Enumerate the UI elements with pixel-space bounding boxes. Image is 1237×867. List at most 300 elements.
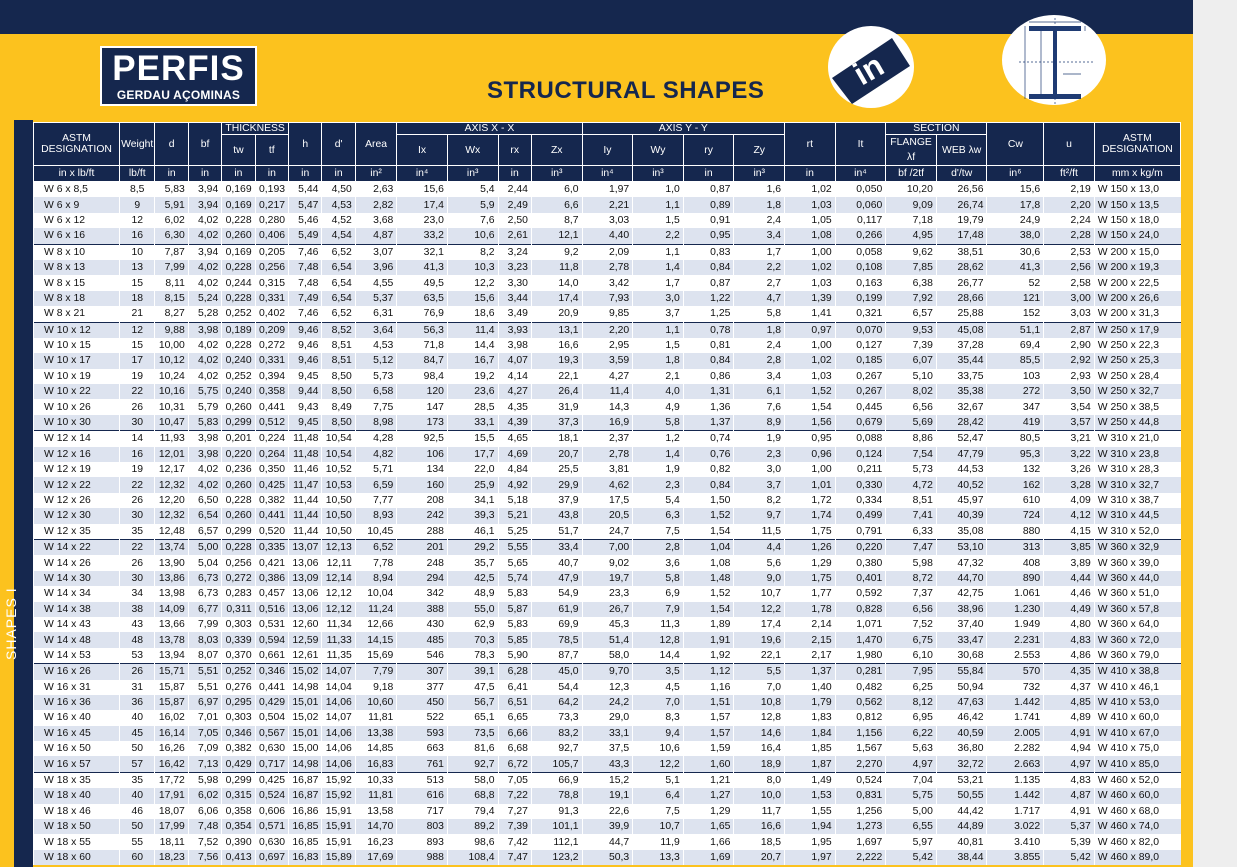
table-cell: 17,4	[734, 617, 785, 632]
table-cell: 7,00	[582, 539, 633, 555]
table-cell: 15,89	[322, 850, 355, 865]
table-cell: 4,97	[886, 756, 937, 772]
table-cell: 35,38	[936, 384, 987, 399]
table-cell: 4,72	[886, 477, 937, 492]
table-cell: 7,56	[188, 850, 221, 865]
table-cell: W 460 x 68,0	[1094, 804, 1180, 819]
header-text: DESIGNATION	[1101, 144, 1173, 155]
table-cell: 3,59	[582, 353, 633, 368]
table-cell: 9,45	[289, 415, 322, 431]
table-cell: 5,04	[188, 555, 221, 570]
table-cell: 9,85	[582, 306, 633, 322]
table-cell: 5,85	[498, 632, 531, 647]
table-cell: 0,630	[255, 741, 288, 756]
table-cell: 0,812	[835, 710, 886, 725]
table-cell: 33,1	[447, 415, 498, 431]
table-cell: W 16 x 40	[34, 710, 120, 725]
table-cell: 4,44	[1044, 571, 1095, 586]
table-cell: 0,260	[222, 508, 255, 523]
table-cell: 121	[987, 291, 1044, 306]
table-cell: 12,17	[155, 462, 188, 477]
table-cell: 10,45	[355, 524, 397, 540]
table-cell: 17	[120, 353, 155, 368]
table-cell: 76,9	[397, 306, 448, 322]
unit-wy: in³	[633, 166, 684, 182]
table-cell: 1,273	[835, 819, 886, 834]
table-cell: 69,4	[987, 338, 1044, 353]
table-cell: 26	[120, 664, 155, 680]
col-header-u: u	[1044, 123, 1095, 166]
table-cell: 7,05	[188, 726, 221, 741]
table-cell: W 360 x 64,0	[1094, 617, 1180, 632]
table-row	[34, 741, 1181, 756]
table-cell: W 18 x 55	[34, 834, 120, 849]
table-cell: 4,95	[886, 228, 937, 244]
table-cell: 53,10	[936, 539, 987, 555]
table-cell: 1,57	[683, 726, 734, 741]
table-cell: 5,42	[886, 850, 937, 865]
table-cell: 12,2	[734, 602, 785, 617]
table-cell: 6,73	[188, 571, 221, 586]
table-cell: 55	[120, 834, 155, 849]
table-cell: 513	[397, 772, 448, 788]
table-cell: 9,46	[289, 322, 322, 338]
table-cell: 4,02	[188, 353, 221, 368]
table-row	[34, 804, 1181, 819]
table-cell: 7,42	[498, 834, 531, 849]
table-cell: 4,46	[1044, 586, 1095, 601]
table-cell: 47,32	[936, 555, 987, 570]
table-cell: 2,95	[582, 338, 633, 353]
table-cell: 2.663	[987, 756, 1044, 772]
table-cell: 4,91	[1044, 804, 1095, 819]
table-cell: 0,382	[255, 493, 288, 508]
table-row	[34, 555, 1181, 570]
table-cell: 56,7	[447, 695, 498, 710]
table-cell: 0,679	[835, 415, 886, 431]
table-cell: 5,49	[289, 228, 322, 244]
table-cell: 4,82	[355, 447, 397, 462]
table-cell: 12,60	[289, 617, 322, 632]
table-body	[34, 182, 1181, 866]
table-cell: W 150 x 13,0	[1094, 182, 1180, 198]
table-cell: 14,15	[355, 632, 397, 647]
table-cell: W 16 x 36	[34, 695, 120, 710]
table-cell: 12,59	[289, 632, 322, 647]
table-cell: 6,02	[188, 788, 221, 803]
table-cell: 7,52	[886, 617, 937, 632]
table-cell: 7,13	[188, 756, 221, 772]
unit-d: in	[155, 166, 188, 182]
table-cell: 11,44	[289, 508, 322, 523]
table-cell: 11,35	[322, 648, 355, 664]
table-cell: 4,7	[734, 291, 785, 306]
table-cell: 6,02	[155, 213, 188, 228]
table-cell: W 8 x 15	[34, 275, 120, 290]
table-cell: 11,34	[322, 617, 355, 632]
table-cell: 0,124	[835, 447, 886, 462]
table-row	[34, 602, 1181, 617]
table-cell: 8,07	[188, 648, 221, 664]
table-cell: 8,93	[355, 508, 397, 523]
table-cell: 3,64	[355, 322, 397, 338]
unit-iy: in⁴	[582, 166, 633, 182]
table-cell: 14,3	[582, 399, 633, 414]
unit-metric: mm x kg/m	[1094, 166, 1180, 182]
table-cell: 26,7	[582, 602, 633, 617]
table-cell: 10,6	[633, 741, 684, 756]
table-cell: 3,85	[1044, 539, 1095, 555]
table-cell: 14,06	[322, 756, 355, 772]
table-cell: W 16 x 50	[34, 741, 120, 756]
table-cell: 0,81	[683, 338, 734, 353]
table-cell: 0,520	[255, 524, 288, 540]
table-cell: 11,47	[289, 477, 322, 492]
table-cell: 0,358	[255, 384, 288, 399]
table-cell: 38,0	[987, 228, 1044, 244]
table-cell: 78,8	[531, 788, 582, 803]
table-cell: 0,311	[222, 602, 255, 617]
table-cell: 78,3	[447, 648, 498, 664]
table-cell: 1,75	[785, 524, 836, 540]
table-cell: 0,91	[683, 213, 734, 228]
table-cell: 13,09	[289, 571, 322, 586]
right-gutter	[1193, 0, 1237, 867]
table-cell: 0,95	[683, 228, 734, 244]
col-header-web: WEB λw	[936, 135, 987, 166]
table-row	[34, 275, 1181, 290]
table-cell: 45,3	[582, 617, 633, 632]
table-cell: 15,91	[322, 834, 355, 849]
table-cell: 5,51	[188, 664, 221, 680]
table-cell: 616	[397, 788, 448, 803]
table-cell: W 10 x 30	[34, 415, 120, 431]
table-cell: 3,89	[1044, 555, 1095, 570]
table-cell: 6,55	[886, 819, 937, 834]
table-cell: W 10 x 12	[34, 322, 120, 338]
table-cell: 1,02	[785, 260, 836, 275]
table-cell: 307	[397, 664, 448, 680]
table-cell: 430	[397, 617, 448, 632]
table-cell: 4,92	[498, 477, 531, 492]
table-cell: 4,65	[498, 431, 531, 447]
table-cell: 0,217	[255, 197, 288, 212]
table-cell: 0,791	[835, 524, 886, 540]
table-row	[34, 431, 1181, 447]
table-cell: 20,9	[531, 306, 582, 322]
table-cell: 40,39	[936, 508, 987, 523]
table-cell: 15,00	[289, 741, 322, 756]
table-cell: 18,6	[447, 306, 498, 322]
table-cell: 0,240	[222, 384, 255, 399]
table-cell: 1,37	[785, 664, 836, 680]
table-cell: 2,17	[785, 648, 836, 664]
table-cell: 3,7	[734, 477, 785, 492]
table-cell: 6,30	[155, 228, 188, 244]
table-cell: 0,84	[683, 353, 734, 368]
table-cell: 1.230	[987, 602, 1044, 617]
table-cell: 20,5	[582, 508, 633, 523]
table-cell: 242	[397, 508, 448, 523]
table-cell: 17,69	[355, 850, 397, 865]
table-cell: 101,1	[531, 819, 582, 834]
table-cell: 2.005	[987, 726, 1044, 741]
table-cell: 4,0	[633, 384, 684, 399]
table-cell: 38	[120, 602, 155, 617]
table-cell: 10,54	[322, 447, 355, 462]
table-cell: 6,52	[322, 306, 355, 322]
table-cell: W 410 x 60,0	[1094, 710, 1180, 725]
table-cell: 106	[397, 447, 448, 462]
table-cell: 5,98	[188, 772, 221, 788]
unit-tw: in	[222, 166, 255, 182]
table-cell: 0,267	[835, 369, 886, 384]
table-row	[34, 213, 1181, 228]
table-cell: W 150 x 24,0	[1094, 228, 1180, 244]
table-cell: 0,267	[835, 384, 886, 399]
table-cell: 10,50	[322, 508, 355, 523]
table-cell: W 12 x 35	[34, 524, 120, 540]
table-cell: 43	[120, 617, 155, 632]
table-cell: 84,7	[397, 353, 448, 368]
table-cell: 3,07	[355, 244, 397, 260]
table-cell: 25,9	[447, 477, 498, 492]
table-cell: W 310 x 21,0	[1094, 431, 1180, 447]
table-cell: 3,00	[1044, 291, 1095, 306]
table-cell: 6,57	[886, 306, 937, 322]
table-cell: W 10 x 15	[34, 338, 120, 353]
table-cell: 15	[120, 275, 155, 290]
table-cell: 1,01	[785, 477, 836, 492]
table-cell: 25,5	[531, 462, 582, 477]
table-cell: 3,28	[1044, 477, 1095, 492]
table-cell: 8,51	[322, 353, 355, 368]
table-cell: 0,228	[222, 260, 255, 275]
table-cell: 9,2	[531, 244, 582, 260]
table-cell: 7,77	[355, 493, 397, 508]
table-cell: 13	[120, 260, 155, 275]
unit-wx: in³	[447, 166, 498, 182]
group-header-section: SECTION	[886, 123, 987, 135]
table-cell: 0,060	[835, 197, 886, 212]
table-cell: 49,5	[397, 275, 448, 290]
table-cell: 2,3	[734, 447, 785, 462]
table-cell: 11,44	[289, 524, 322, 540]
table-cell: 4,28	[355, 431, 397, 447]
table-cell: 7,6	[447, 213, 498, 228]
table-cell: 485	[397, 632, 448, 647]
table-cell: 1,7	[734, 244, 785, 260]
table-cell: W 200 x 15,0	[1094, 244, 1180, 260]
table-cell: 7,99	[188, 617, 221, 632]
header-text: DESIGNATION	[41, 144, 112, 155]
table-cell: 10,7	[633, 819, 684, 834]
table-row	[34, 586, 1181, 601]
table-cell: 2,56	[1044, 260, 1095, 275]
table-cell: 2,90	[1044, 338, 1095, 353]
table-cell: 0,252	[222, 369, 255, 384]
table-cell: W 360 x 79,0	[1094, 648, 1180, 664]
table-cell: 7,27	[498, 804, 531, 819]
table-cell: 15,92	[322, 788, 355, 803]
table-cell: 2,61	[498, 228, 531, 244]
table-cell: 1,53	[785, 788, 836, 803]
table-cell: W 360 x 72,0	[1094, 632, 1180, 647]
table-cell: 16,83	[289, 850, 322, 865]
table-cell: W 310 x 44,5	[1094, 508, 1180, 523]
table-cell: 11,48	[289, 447, 322, 462]
table-cell: 33,2	[397, 228, 448, 244]
table-cell: 2,93	[1044, 369, 1095, 384]
table-cell: 6,07	[886, 353, 937, 368]
table-cell: 2,44	[498, 182, 531, 198]
table-cell: 9,46	[289, 353, 322, 368]
table-cell: 54,4	[531, 680, 582, 695]
col-header-h: h	[289, 123, 322, 166]
table-row	[34, 447, 1181, 462]
table-cell: W 14 x 34	[34, 586, 120, 601]
table-cell: 7,75	[355, 399, 397, 414]
table-cell: 50,55	[936, 788, 987, 803]
table-cell: 8,86	[886, 431, 937, 447]
table-cell: 132	[987, 462, 1044, 477]
table-cell: 2,63	[355, 182, 397, 198]
table-cell: W 200 x 31,3	[1094, 306, 1180, 322]
table-cell: 28,5	[447, 399, 498, 414]
table-cell: 4,62	[582, 477, 633, 492]
table-cell: 0,299	[222, 415, 255, 431]
table-cell: 9,46	[289, 338, 322, 353]
table-cell: 0,346	[222, 726, 255, 741]
table-cell: 13,06	[289, 555, 322, 570]
table-cell: 4,97	[1044, 756, 1095, 772]
table-cell: 0,331	[255, 353, 288, 368]
table-cell: 570	[987, 664, 1044, 680]
table-cell: 0,382	[222, 741, 255, 756]
table-cell: 1,27	[683, 788, 734, 803]
table-cell: 28,42	[936, 415, 987, 431]
table-cell: 18,1	[531, 431, 582, 447]
table-cell: 3,0	[633, 291, 684, 306]
table-cell: 3,81	[582, 462, 633, 477]
table-cell: 10,52	[322, 462, 355, 477]
table-cell: 0,058	[835, 244, 886, 260]
table-cell: 12,8	[633, 632, 684, 647]
table-cell: 11,3	[633, 617, 684, 632]
table-cell: 1,84	[785, 726, 836, 741]
table-cell: 8,9	[734, 415, 785, 431]
table-cell: 14,0	[531, 275, 582, 290]
table-cell: 14,06	[322, 726, 355, 741]
table-cell: 29,0	[582, 710, 633, 725]
table-cell: 7,79	[355, 664, 397, 680]
table-cell: W 16 x 31	[34, 680, 120, 695]
table-cell: 14	[120, 431, 155, 447]
table-cell: 15,6	[987, 182, 1044, 198]
table-cell: 1,4	[633, 447, 684, 462]
table-cell: 2.231	[987, 632, 1044, 647]
table-cell: 2,1	[633, 369, 684, 384]
table-cell: 12,8	[734, 710, 785, 725]
table-row	[34, 306, 1181, 322]
table-cell: 4,02	[188, 228, 221, 244]
table-cell: W 10 x 19	[34, 369, 120, 384]
table-cell: 22,1	[734, 648, 785, 664]
table-cell: 48	[120, 632, 155, 647]
table-cell: W 8 x 10	[34, 244, 120, 260]
col-header-ix: Ix	[397, 135, 448, 166]
table-cell: 0,562	[835, 695, 886, 710]
table-cell: 3,98	[188, 322, 221, 338]
table-cell: 890	[987, 571, 1044, 586]
table-cell: 1,91	[683, 632, 734, 647]
table-cell: 1,77	[785, 586, 836, 601]
table-cell: 0,661	[255, 648, 288, 664]
table-cell: 46,1	[447, 524, 498, 540]
table-cell: 6,59	[355, 477, 397, 492]
table-cell: 0,504	[255, 710, 288, 725]
table-cell: 4,02	[188, 213, 221, 228]
table-cell: 30,6	[987, 244, 1044, 260]
table-cell: 272	[987, 384, 1044, 399]
table-row	[34, 197, 1181, 212]
table-cell: 6,54	[322, 275, 355, 290]
table-cell: 0,280	[255, 213, 288, 228]
table-cell: W 8 x 18	[34, 291, 120, 306]
table-row	[34, 338, 1181, 353]
table-cell: 1,36	[683, 399, 734, 414]
table-cell: 893	[397, 834, 448, 849]
table-cell: 1,1	[633, 197, 684, 212]
col-header-it: It	[835, 123, 886, 166]
table-cell: W 18 x 50	[34, 819, 120, 834]
table-cell: 44,89	[936, 819, 987, 834]
table-cell: 14,04	[322, 680, 355, 695]
table-cell: 0,380	[835, 555, 886, 570]
table-cell: 31	[120, 680, 155, 695]
table-cell: 0,386	[255, 571, 288, 586]
group-header-axis-y: AXIS Y - Y	[582, 123, 784, 135]
unit-badge-icon	[826, 24, 916, 110]
table-cell: 11,44	[289, 493, 322, 508]
table-cell: 0,228	[222, 493, 255, 508]
table-cell: 5,87	[498, 602, 531, 617]
table-cell: 1,50	[683, 493, 734, 508]
table-cell: 65,1	[447, 710, 498, 725]
table-cell: 41,3	[987, 260, 1044, 275]
table-cell: 13,94	[155, 648, 188, 664]
table-cell: 9,02	[582, 555, 633, 570]
i-section-diagram-icon	[1001, 14, 1107, 106]
table-cell: 6,52	[322, 244, 355, 260]
table-cell: 3,24	[498, 244, 531, 260]
table-cell: 1,75	[785, 571, 836, 586]
table-cell: 2,222	[835, 850, 886, 865]
table-cell: 4,02	[188, 275, 221, 290]
table-cell: 3,96	[355, 260, 397, 275]
table-cell: 5,24	[188, 291, 221, 306]
table-row	[34, 539, 1181, 555]
table-cell: 37,3	[531, 415, 582, 431]
table-cell: 6,25	[886, 680, 937, 695]
table-cell: 12,20	[155, 493, 188, 508]
side-tab	[14, 120, 33, 867]
table-cell: 14,6	[734, 726, 785, 741]
unit-cw: in⁶	[987, 166, 1044, 182]
table-cell: 1,9	[734, 431, 785, 447]
table-cell: 0,831	[835, 788, 886, 803]
table-cell: 0,334	[835, 493, 886, 508]
